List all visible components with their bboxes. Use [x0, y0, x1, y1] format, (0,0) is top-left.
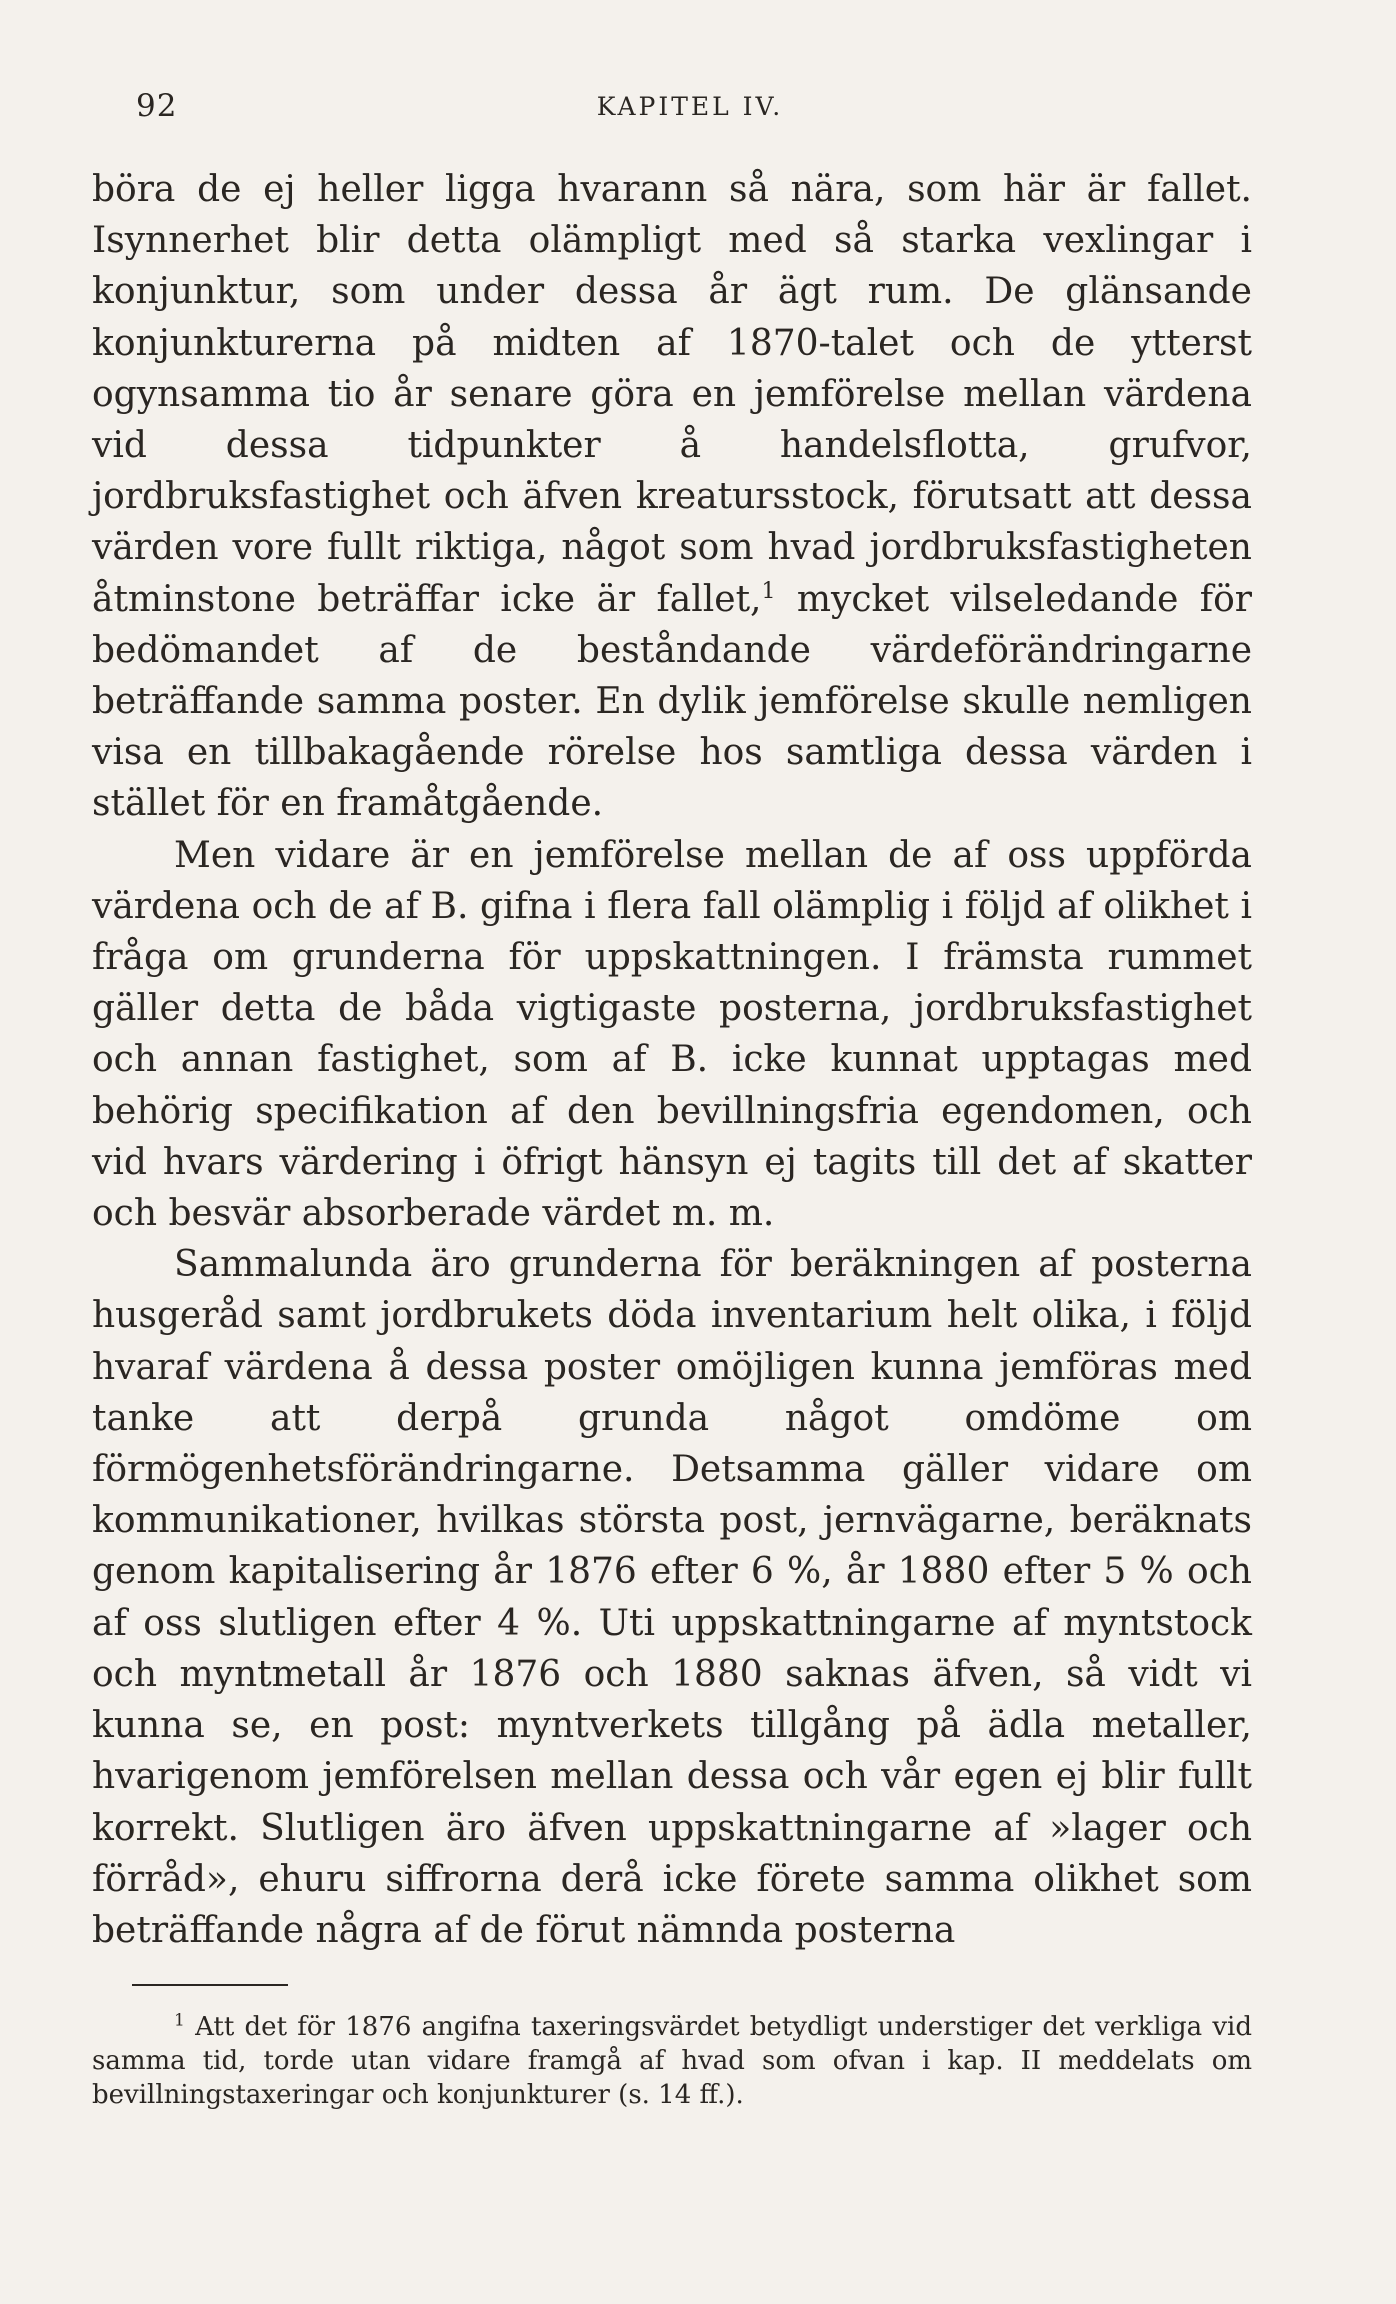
paragraph-1-text-after-ref: mycket vilseledande för bedömandet af de beståndande värdeförändringarne beträffande samma poster. En dylik jemförelse skulle nemligen visa en tillbakagående rörelse hos samtliga dessa värden i stället för en framåtgående.	[92, 578, 1252, 825]
chapter-title: KAPITEL IV.	[596, 92, 784, 121]
paragraph-3: Sammalunda äro grunderna för beräkningen af posterna husgeråd samt jordbrukets döda inventarium helt olika, i följd hvaraf värdena å dessa poster omöjligen kunna jemföras med tanke att derpå grunda något omdöme om förmögenhetsförändringarne. Detsamma gäller vidare om kommunikationer, hvilkas största post, jernvägarne, beräknats genom kapitalisering år 1876 efter 6 %, år 1880 efter 5 % och af oss slutligen efter 4 %. Uti uppskattningarne af myntstock och myntmetall år 1876 och 1880 saknas äfven, så vidt vi kunna se, en post: myntverkets tillgång på ädla metaller, hvarigenom jemförelsen mellan dessa och vår egen ej blir fullt korrekt. Slutligen äro äfven uppskattningarne af »lager och förråd», ehuru siffrorna derå icke förete samma olikhet som beträffande några af de förut nämnda posterna	[92, 1244, 1252, 1951]
paragraph-1	[92, 164, 1252, 830]
footnote-divider	[132, 1984, 288, 1986]
footnote-reference: 1	[761, 578, 776, 604]
footnote	[92, 2010, 1252, 2112]
paragraph-1-text-before-ref: böra de ej heller ligga hvarann så nära, som här är fallet. Isynnerhet blir detta olämpligt med så starka vexlingar i konjunktur, som under dessa år ägt rum. De glänsande konjunkturerna på midten af 1870-talet och de ytterst ogynsamma tio år senare göra en jemförelse mellan värdena vid dessa tidpunkter å handelsflotta, grufvor, jordbruksfastighet och äfven kreatursstock, förutsatt att dessa värden vore fullt riktiga, något som hvad jordbruksfastigheten åtminstone beträffar icke är fallet,	[92, 169, 1252, 620]
footnote-marker: 1	[174, 2010, 185, 2031]
running-head	[130, 88, 1250, 134]
footnote-text: Att det för 1876 angifna taxeringsvärdet betydligt understiger det verkliga vid samma tid, torde utan vidare framgå af hvad som ofvan i kap. II meddelats om bevillningstaxeringar och konjunkturer (s. 14 ff.).	[92, 2012, 1252, 2110]
body-text	[92, 164, 1252, 1956]
footnote-paragraph	[92, 2010, 1252, 2112]
paragraph-2: Men vidare är en jemförelse mellan de af oss uppförda värdena och de af B. gifna i flera fall olämplig i följd af olikhet i fråga om grunderna för uppskattningen. I främsta rummet gäller detta de båda vigtigaste posterna, jordbruksfastighet och annan fastighet, som af B. icke kunnat upptagas med behörig specifikation af den bevillningsfria egendomen, och vid hvars värdering i öfrigt hänsyn ej tagits till det af skatter och besvär absorberade värdet m. m.	[92, 834, 1252, 1235]
page-number: 92	[136, 88, 178, 124]
